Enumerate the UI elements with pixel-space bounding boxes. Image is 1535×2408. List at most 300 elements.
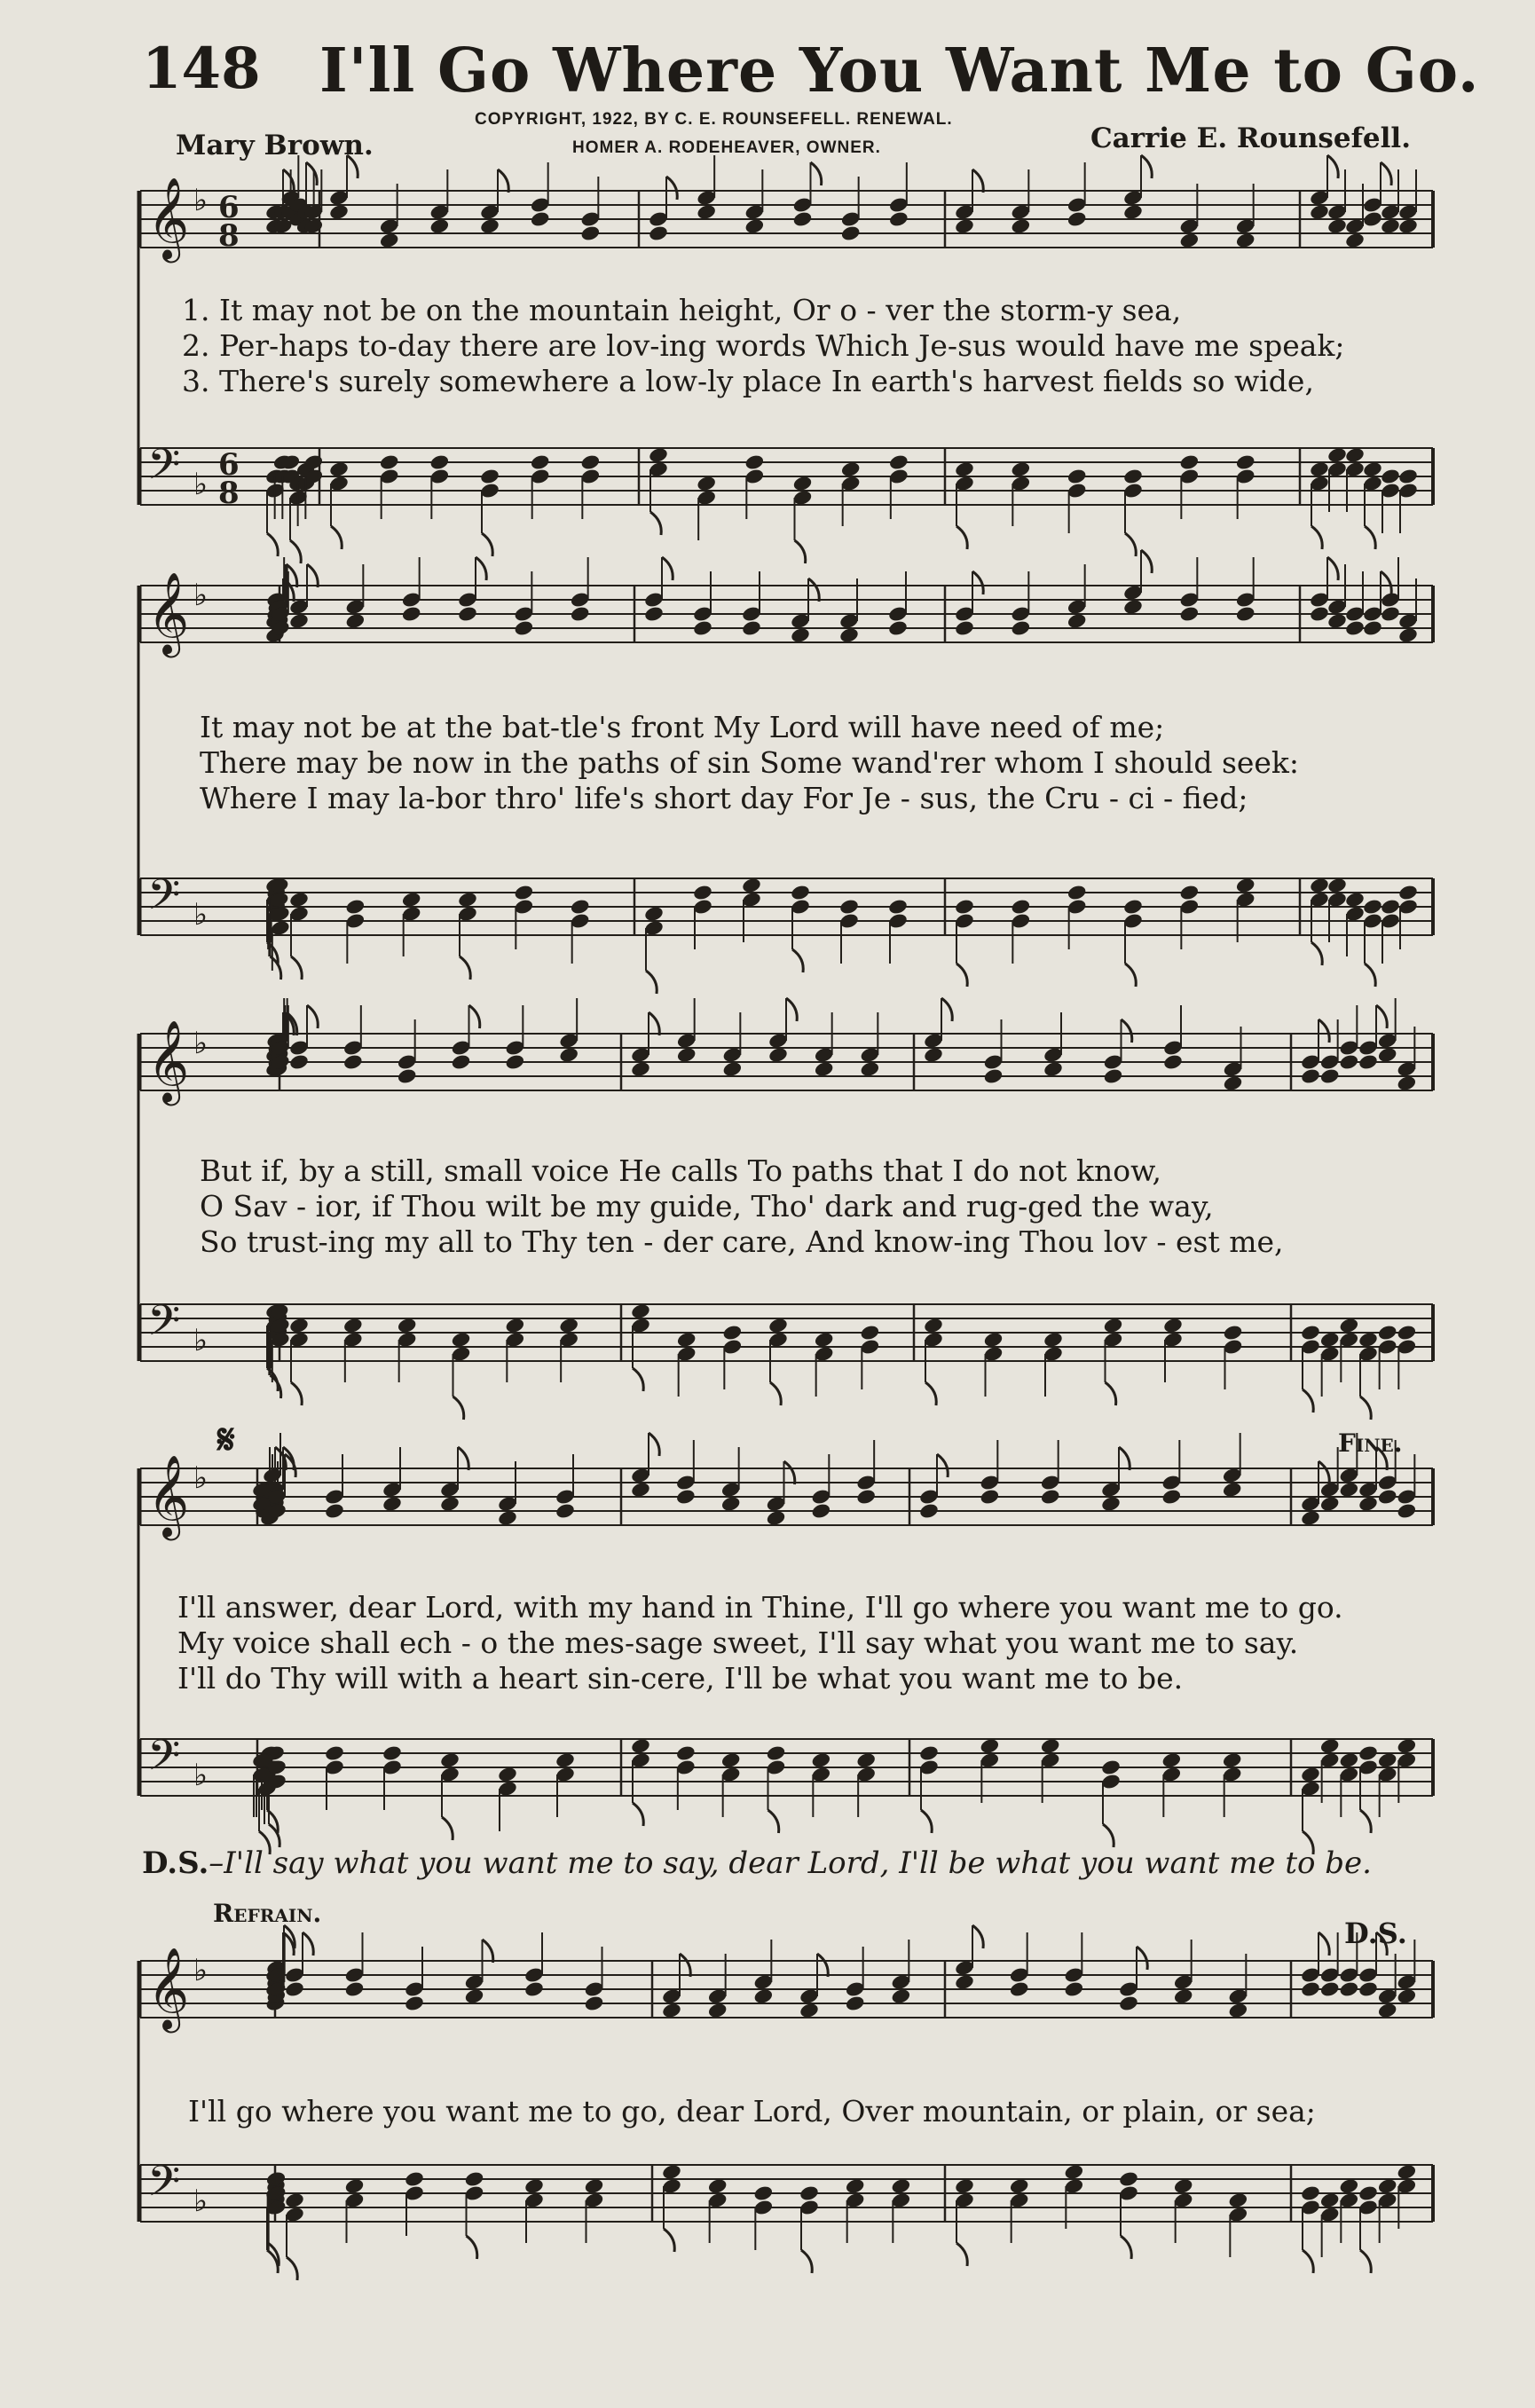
note-flag [680,1954,690,1977]
note-head [397,1067,418,1085]
note-head [342,1053,364,1071]
note-head [980,1488,1001,1506]
note-head [954,898,975,916]
note-head [1319,1980,1341,1998]
note-head [1228,2002,1249,2019]
treble-clef: 𝄞 [147,1019,190,1102]
note-flag [303,1932,313,1956]
note-head [1309,460,1330,478]
note-head [954,217,975,235]
note-flag [956,526,967,549]
note-flag [307,1005,318,1028]
note-head [855,1751,877,1769]
note-head [342,1317,364,1334]
note-head [429,217,451,235]
refrain-label: Refrain. [213,1899,322,1928]
note-head [753,1987,775,2005]
note-head [888,210,909,228]
note-head [1380,468,1401,485]
fine-mark: Fine. [1338,1428,1403,1458]
note-head [1043,1331,1064,1349]
note-head [284,1980,305,1998]
treble-clef: 𝄞 [147,1947,190,2029]
note-head [1011,217,1032,235]
flat-sign: ♭ [193,1026,209,1061]
note-head [1397,1074,1418,1092]
note-head [840,224,862,242]
note-head [345,898,366,916]
note-flag [1376,1005,1387,1028]
note-flag [1303,1389,1313,1413]
note-head [923,1046,944,1064]
lyricist: Mary Brown. [176,130,374,161]
note-head [860,1324,881,1342]
note-head [766,1744,787,1762]
bass-clef: 𝄢 [147,2156,181,2216]
note-head [439,1495,460,1513]
note-flag [956,2243,967,2266]
note-flag [795,540,806,563]
note-flag [1122,1019,1132,1043]
note-head [1397,217,1419,235]
note-head [918,1744,940,1762]
note-flag [801,2250,812,2273]
note-head [558,1317,579,1334]
note-head [1344,619,1366,637]
note-head [744,453,766,471]
note-head [570,605,591,623]
note-flag [633,1368,643,1391]
lyric-line: I'll go where you want me to go, dear Lord, Over mountain, or plain, or sea; [188,2094,1316,2129]
note-head [1362,210,1383,228]
note-head [1011,619,1032,637]
note-flag [331,526,342,549]
note-head [1358,2184,1379,2202]
note-head [1235,877,1256,894]
note-head [530,210,551,228]
note-head [1309,203,1330,221]
note-head [479,217,500,235]
note-flag [283,169,294,193]
note-head [379,453,400,471]
hymn-number: 148 [142,35,261,102]
note-flag [482,533,492,556]
note-head [1339,1751,1360,1769]
note-head [514,619,535,637]
note-head [505,1317,526,1334]
note-head [799,2002,820,2019]
note-head [1173,1987,1194,2005]
note-flag [347,155,358,178]
note-head [1179,605,1200,623]
note-head [918,1502,940,1520]
note-head [1397,2163,1418,2181]
note-head [707,2177,728,2195]
note-head [1162,1317,1184,1334]
note-head [891,1987,912,2005]
note-head [741,877,762,894]
note-flag [453,1397,464,1420]
note-head [1300,2184,1321,2202]
note-head [954,1973,975,1991]
note-head [707,2002,728,2019]
note-head [887,898,909,916]
note-head [1122,203,1144,221]
note-head [1179,453,1200,471]
note-head [753,2184,775,2202]
note-head [1162,1053,1184,1071]
note-head [860,1060,881,1078]
note-head [429,453,451,471]
note-head [584,2177,605,2195]
note-flag [1360,2250,1371,2273]
note-head [570,898,591,916]
composer: Carrie E. Rounsefell. [1090,122,1411,154]
note-head [1009,1980,1030,1998]
note-head [1339,1053,1360,1071]
note-head [954,460,975,478]
note-head [766,1509,787,1527]
time-signature: 8 [218,476,240,511]
note-head [505,1053,526,1071]
note-flag [770,1382,781,1405]
note-flag [937,1454,948,1477]
note-head [1235,453,1256,471]
note-head [799,2184,820,2202]
ds-prefix: D.S. [142,1845,209,1881]
note-head [1009,2177,1030,2195]
note-head [397,1317,418,1334]
note-head [1161,1488,1183,1506]
note-head [1118,1995,1139,2012]
note-head [643,905,665,923]
flat-sign: ♭ [193,1758,209,1793]
note-head [404,2170,425,2188]
flat-sign: ♭ [193,1323,209,1358]
note-head [328,460,350,478]
note-head [404,1995,425,2012]
note-head [1397,884,1419,901]
note-head [288,891,310,909]
note-head [1377,1488,1398,1506]
note-head [1339,2177,1360,2195]
note-flag [1319,1932,1329,1956]
treble-clef: 𝄞 [147,1454,190,1537]
note-head [1377,2002,1398,2019]
note-head [720,1495,742,1513]
note-flag [1319,1461,1329,1484]
note-head [1344,446,1366,464]
note-flag [784,1461,795,1484]
note-head [345,612,366,630]
note-head [1179,884,1200,901]
flat-sign: ♭ [193,578,209,613]
note-head [814,1331,835,1349]
note-head [1397,1737,1418,1755]
note-head [1326,877,1348,894]
note-head [514,884,535,901]
note-head [1103,1317,1124,1334]
note-head [1319,1737,1341,1755]
note-head [1377,1046,1398,1064]
note-head [630,1737,651,1755]
note-head [1103,1067,1124,1085]
bass-clef: 𝄢 [147,870,181,930]
note-head [1358,1980,1379,1998]
note-head [1228,2192,1249,2209]
note-flag [498,169,508,193]
lyric-line: 2. Per-haps to-day there are lov-ing words Which Je-sus would have me speak; [182,328,1345,363]
time-signature: 6 [218,190,240,225]
lyric-line: I'll do Thy will with a heart sin-cere, I'll be what you want me to be. [177,1661,1184,1696]
note-head [661,2163,682,2181]
note-flag [483,1940,493,1963]
note-head [648,224,669,242]
note-head [1319,1067,1341,1085]
note-head [1067,210,1088,228]
note-head [661,2002,682,2019]
note-head [811,1502,832,1520]
note-head [768,1317,789,1334]
note-head [324,1744,345,1762]
flat-sign: ♭ [193,183,209,218]
note-head [328,203,350,221]
note-flag [808,578,819,602]
note-head [648,446,669,464]
note-head [1344,891,1366,909]
note-flag [1381,162,1391,185]
note-flag [1141,155,1152,178]
note-head [722,1060,744,1078]
note-flag [1381,571,1391,594]
lyric-line: So trust-ing my all to Thy ten - der care, And know-ing Thou lov - est me, [200,1224,1284,1259]
note-flag [1360,1810,1371,1833]
bass-clef: 𝄢 [147,439,181,500]
note-head [1326,217,1348,235]
note-flag [306,162,317,185]
note-flag [972,169,983,193]
lyric-line: O Sav - ior, if Thou wilt be my guide, Tho' dark and rug-ged the way, [200,1189,1214,1224]
note-head [1377,1751,1398,1769]
note-flag [458,1447,468,1470]
note-head [324,1502,345,1520]
note-head [1300,1509,1321,1527]
treble-clef: 𝄞 [147,177,190,259]
note-head [954,2177,975,2195]
note-head [1309,605,1330,623]
note-head [692,619,713,637]
note-head [888,453,909,471]
note-flag [662,557,673,580]
note-head [1173,2177,1194,2195]
note-head [344,2177,366,2195]
lyric-line: 3. There's surely somewhere a low-ly place In earth's harvest fields so wide, [182,364,1314,398]
note-head [1222,1751,1243,1769]
note-head [1377,2177,1398,2195]
note-head [1309,877,1330,894]
note-head [1377,1324,1398,1342]
note-flag [650,512,661,535]
note-head [382,1744,403,1762]
note-head [1339,1317,1360,1334]
note-flag [1141,550,1152,573]
note-head [1040,1737,1061,1755]
note-head [1362,898,1383,916]
note-head [1043,1060,1064,1078]
note-flag [1319,1019,1329,1043]
note-head [530,453,551,471]
note-flag [1311,942,1322,965]
lyric-line: My voice shall ech - o the mes-sage sweet, I'll say what you want me to say. [177,1625,1299,1660]
note-head [523,1980,545,1998]
lyric-line: Where I may la-bor thro' life's short day For Je - sus, the Cru - ci - fied; [200,781,1248,815]
note-head [401,605,422,623]
flat-sign: ♭ [193,467,209,502]
note-head [676,1046,697,1064]
note-head [497,1766,518,1783]
note-head [792,210,814,228]
note-head [464,1987,485,2005]
copyright-line-2: HOMER A. RODEHEAVER, OWNER. [572,138,881,157]
note-flag [442,1817,453,1840]
note-head [1326,612,1348,630]
note-head [1319,2192,1341,2209]
note-head [1067,612,1088,630]
note-head [1344,232,1366,249]
note-head [1362,460,1383,478]
note-head [1011,460,1032,478]
note-head [1064,1980,1085,1998]
note-head [1100,1759,1122,1776]
note-head [344,1980,366,1998]
note-head [840,460,862,478]
note-flag [817,1954,828,1977]
time-signature: 8 [218,218,240,254]
note-head [1397,626,1419,644]
note-head [497,1509,518,1527]
note-head [457,605,478,623]
note-head [1319,1495,1341,1513]
note-head [741,619,762,637]
flat-sign: ♭ [193,1460,209,1496]
note-head [1397,1324,1418,1342]
note-head [983,1331,1004,1349]
note-flag [941,998,952,1021]
note-head [288,612,310,630]
note-flag [925,1382,936,1405]
note-head [1397,468,1419,485]
note-head [845,2177,866,2195]
note-head [1339,1980,1360,1998]
note-flag [291,956,302,980]
note-flag [1327,155,1338,178]
note-head [954,619,975,637]
note-flag [307,564,318,587]
note-head [1179,232,1200,249]
note-head [1067,468,1088,485]
note-head [768,1046,789,1064]
note-head [1397,1987,1418,2005]
note-head [1300,1766,1321,1783]
note-head [983,1067,1004,1085]
note-head [692,884,713,901]
note-head [744,217,766,235]
note-flag [267,533,278,556]
note-head [1358,1331,1379,1349]
note-head [923,1317,944,1334]
note-flag [768,1810,779,1833]
note-flag [460,956,470,980]
note-flag [1125,964,1136,987]
note-flag [1365,526,1375,549]
note-head [1380,898,1401,916]
note-head [1300,1067,1321,1085]
note-head [845,1995,866,2012]
note-flag [1137,1947,1147,1970]
note-head [584,1995,605,2012]
note-head [790,884,811,901]
flat-sign: ♭ [193,2184,209,2219]
note-flag [811,162,822,185]
flat-sign: ♭ [193,1953,209,1988]
note-head [555,1502,576,1520]
note-head [284,2192,305,2209]
note-flag [1106,1382,1116,1405]
note-flag [1311,526,1322,549]
lyric-line: I'll answer, dear Lord, with my hand in Thine, I'll go where you want me to go. [177,1590,1343,1625]
note-head [1326,446,1348,464]
note-flag [956,964,967,987]
note-flag [290,540,301,563]
note-head [891,2177,912,2195]
note-flag [467,2236,477,2259]
note-flag [646,971,657,994]
note-flag [291,1382,302,1405]
note-head [696,475,717,492]
note-head [555,1751,576,1769]
note-head [1235,232,1256,249]
note-flag [1365,964,1375,987]
note-head [451,1053,472,1071]
note-head [722,1324,744,1342]
note-flag [633,1803,643,1826]
time-signature: 6 [218,447,240,483]
note-head [838,898,860,916]
hymn-title: I'll Go Where You Want Me to Go. [319,35,1480,106]
note-flag [649,1433,659,1456]
note-flag [1121,2236,1131,2259]
note-flag [1303,2250,1313,2273]
note-head [1161,1751,1183,1769]
note-head [1339,1481,1360,1499]
bass-clef: 𝄢 [147,1295,181,1356]
note-head [1122,598,1144,616]
note-head [439,1751,460,1769]
note-head [1300,1324,1321,1342]
note-flag [1119,1447,1130,1470]
ds-mark: D.S. [1344,1916,1407,1950]
note-head [1064,2163,1085,2181]
note-head [1358,1744,1379,1762]
note-head [675,1488,697,1506]
note-head [1040,1488,1061,1506]
note-flag [666,177,677,200]
ds-text: –I'll say what you want me to say, dear Lord, I'll be what you want me to be. [209,1845,1372,1881]
note-head [675,1744,697,1762]
lyric-line: 1. It may not be on the mountain height, Or o - ver the storm-y sea, [182,293,1182,327]
note-head [696,203,717,221]
note-head [1222,1481,1243,1499]
